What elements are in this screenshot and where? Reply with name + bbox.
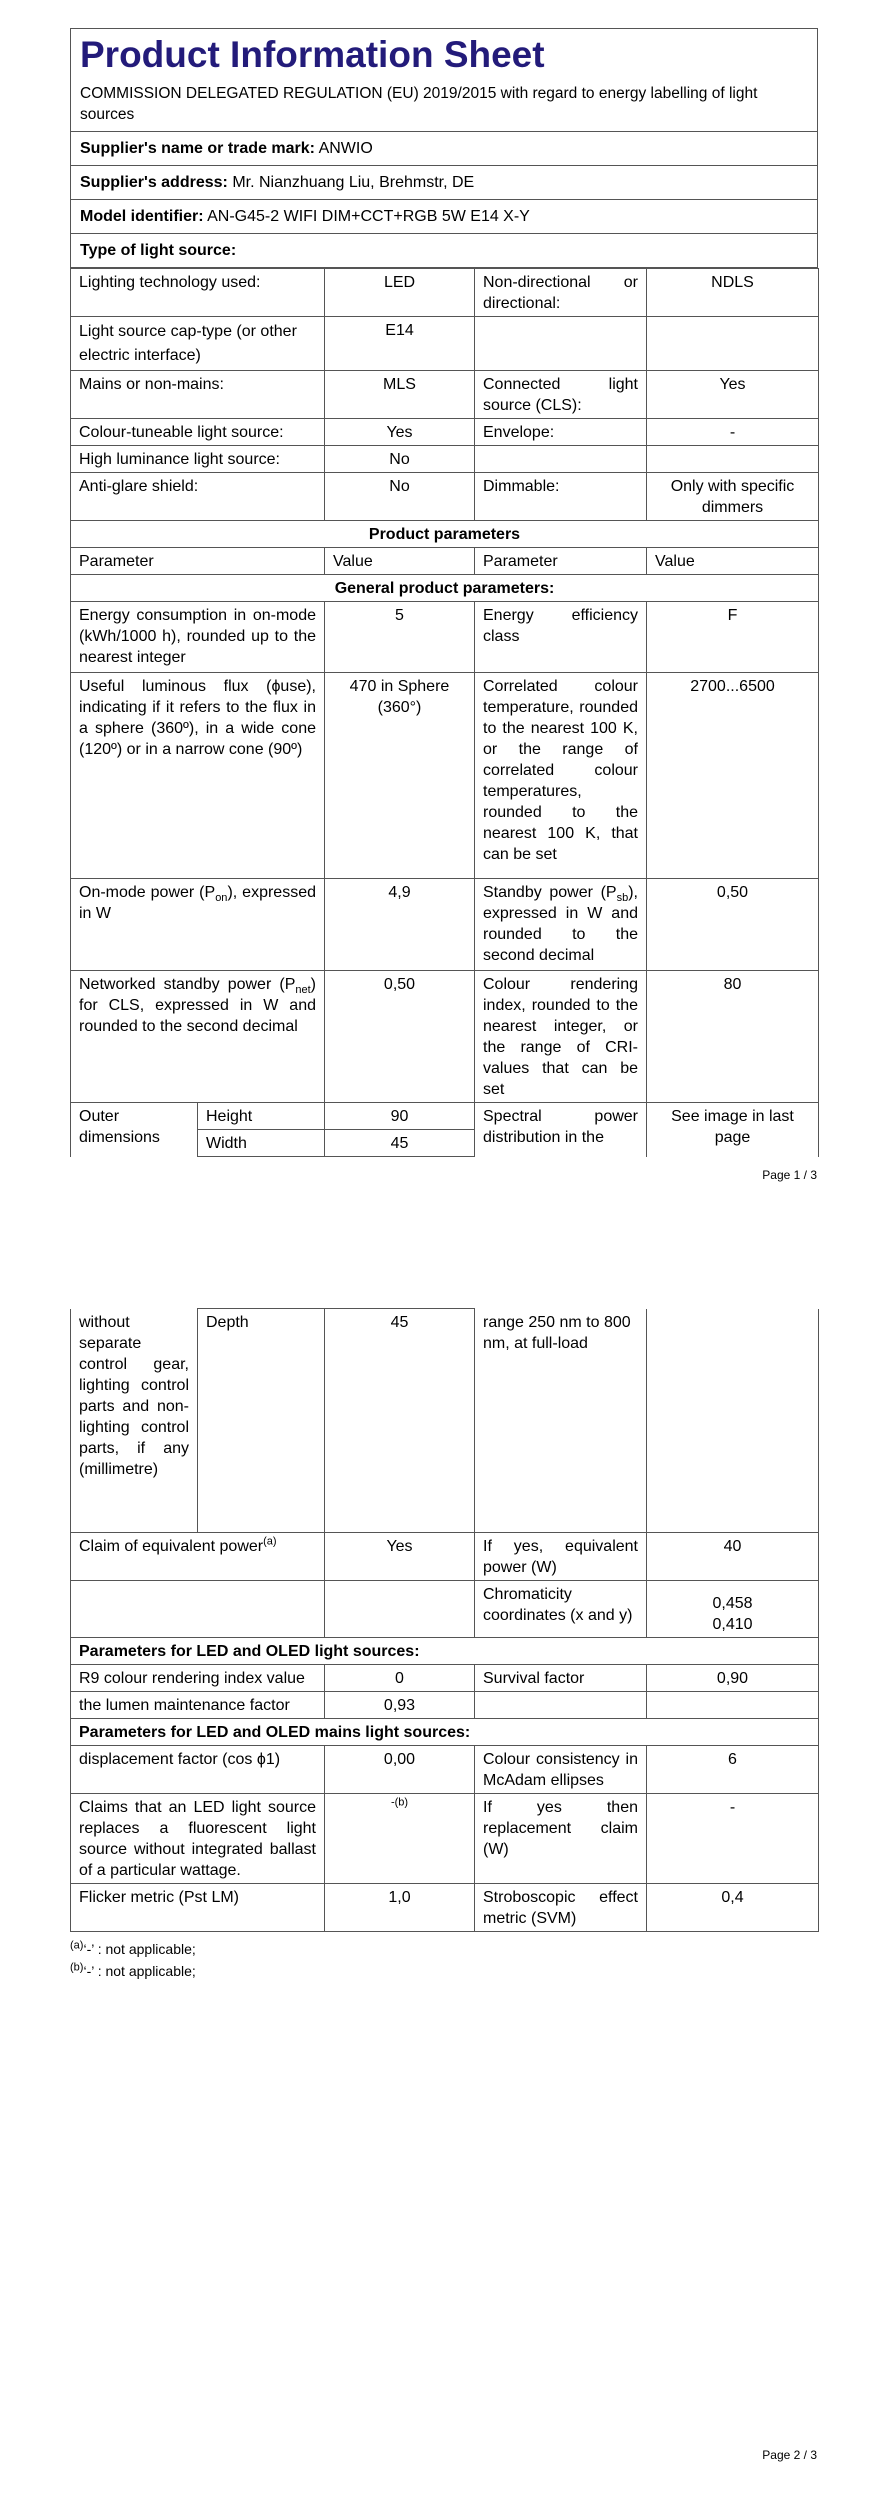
table-row <box>71 269 819 317</box>
table-row <box>71 673 819 879</box>
param-text: ) for CLS, expressed in W and rounded to the second decimal <box>79 976 316 1035</box>
parameters-continued-table <box>70 1532 819 1932</box>
type-heading-row <box>70 234 818 268</box>
param-cell: Connected light source (CLS): <box>475 371 647 419</box>
param-text: ), expressed in W and rounded to the second decimal <box>483 884 638 964</box>
table-row <box>71 419 819 446</box>
spectral-value: See image in last page <box>647 1103 819 1157</box>
value-cell: 0,50 <box>325 971 475 1103</box>
value-cell: Yes <box>647 371 819 419</box>
spectral-value-continued <box>647 1309 819 1533</box>
dimensions-table <box>70 1102 819 1157</box>
footnote-b-mark: (b) <box>70 1960 84 1973</box>
table-row <box>71 1580 819 1637</box>
value-cell: No <box>325 446 475 473</box>
value-cell: 0,4 <box>647 1883 819 1931</box>
param-cell: Non-directional or directional: <box>475 269 647 317</box>
param-cell: Colour-tuneable light source: <box>71 419 325 446</box>
value-cell: E14 <box>325 317 475 371</box>
param-text: ), expressed in W <box>79 884 316 922</box>
value-cell <box>647 1580 819 1637</box>
value-cell: 40 <box>647 1532 819 1580</box>
supplier-address-row <box>70 166 818 200</box>
value-cell <box>325 1793 475 1883</box>
page-number: Page 1 / 3 <box>762 1168 817 1182</box>
outer-dimensions-continued: without separate control gear, lighting control parts and non-lighting control parts, if any (millimetre) <box>71 1309 198 1533</box>
value-cell: F <box>647 602 819 673</box>
column-header: Parameter <box>71 548 325 575</box>
table-row <box>71 1637 819 1664</box>
general-parameters-heading: General product parameters: <box>71 575 819 602</box>
value-cell <box>647 446 819 473</box>
value-cell: - <box>647 419 819 446</box>
table-row <box>71 575 819 602</box>
param-cell: High luminance light source: <box>71 446 325 473</box>
page-1 <box>0 0 887 1250</box>
param-superscript: (a) <box>263 1535 277 1548</box>
value-cell: NDLS <box>647 269 819 317</box>
param-text: On-mode power (P <box>79 884 216 901</box>
supplier-address-value: Mr. Nianzhuang Liu, Brehmstr, DE <box>232 174 475 191</box>
product-parameters-heading: Product parameters <box>71 521 819 548</box>
model-identifier-row <box>70 200 818 234</box>
param-cell: Claims that an LED light source replaces a fluorescent light source without integrated ballast of a particular wattage. <box>71 1793 325 1883</box>
value-cell: LED <box>325 269 475 317</box>
value-cell <box>647 1691 819 1718</box>
table-row <box>71 1691 819 1718</box>
page-title: Product Information Sheet <box>80 34 545 75</box>
mains-parameters-heading: Parameters for LED and OLED mains light sources: <box>71 1718 819 1745</box>
column-header: Value <box>647 548 819 575</box>
value-cell: 0,93 <box>325 1691 475 1718</box>
height-value: 90 <box>325 1103 475 1130</box>
table-row <box>71 971 819 1103</box>
outer-dimensions-label: Outer dimensions <box>71 1103 198 1157</box>
footnote-a-text: ‘-’ : not applicable; <box>83 1940 196 1957</box>
param-cell: Stroboscopic effect metric (SVM) <box>475 1883 647 1931</box>
table-row <box>71 1309 819 1533</box>
footnote-a-mark: (a) <box>70 1938 84 1951</box>
value-cell: 470 in Sphere (360°) <box>325 673 475 879</box>
param-cell: If yes, equivalent power (W) <box>475 1532 647 1580</box>
value-cell: 80 <box>647 971 819 1103</box>
value-cell: 2700...6500 <box>647 673 819 879</box>
chromaticity-y: 0,410 <box>712 1615 753 1633</box>
table-row <box>71 446 819 473</box>
value-cell: Yes <box>325 419 475 446</box>
param-cell: Flicker metric (Pst LM) <box>71 1883 325 1931</box>
param-cell: Envelope: <box>475 419 647 446</box>
table-row <box>71 1793 819 1883</box>
param-cell: Energy efficiency class <box>475 602 647 673</box>
param-cell <box>475 317 647 371</box>
param-subscript: net <box>295 984 311 997</box>
param-cell <box>71 1532 325 1580</box>
table-row <box>71 371 819 419</box>
value-cell: No <box>325 473 475 521</box>
param-cell: Lighting technology used: <box>71 269 325 317</box>
page-number: Page 2 / 3 <box>762 2448 817 2462</box>
title-block <box>70 28 818 132</box>
table-row <box>71 317 819 371</box>
value-cell: - <box>647 1793 819 1883</box>
page-2 <box>0 1250 887 2510</box>
footnote-b <box>70 1960 818 1982</box>
type-heading: Type of light source: <box>80 242 237 259</box>
table-row <box>71 1745 819 1793</box>
param-text: Standby power (P <box>483 884 617 901</box>
param-cell: Mains or non-mains: <box>71 371 325 419</box>
width-label: Width <box>198 1130 325 1157</box>
footnote-a <box>70 1938 818 1960</box>
param-cell: R9 colour rendering index value <box>71 1664 325 1691</box>
table-row <box>71 602 819 673</box>
depth-label: Depth <box>198 1309 325 1533</box>
table-row <box>71 1532 819 1580</box>
param-cell <box>71 971 325 1103</box>
param-subscript: on <box>215 892 228 905</box>
param-cell: Correlated colour temperature, rounded to the nearest 100 K, or the range of correlated colour temperatures, rounded to the nearest 100 K, that can be set <box>475 673 647 879</box>
value-cell: 4,9 <box>325 879 475 971</box>
param-cell: the lumen maintenance factor <box>71 1691 325 1718</box>
height-label: Height <box>198 1103 325 1130</box>
value-cell: Yes <box>325 1532 475 1580</box>
info-sheet-header <box>70 28 818 1157</box>
param-text: Claim of equivalent power <box>79 1537 264 1555</box>
supplier-address-label: Supplier's address: <box>80 174 228 191</box>
value-cell: MLS <box>325 371 475 419</box>
supplier-name-value: ANWIO <box>318 140 373 157</box>
param-cell: Chromaticity coordinates (x and y) <box>475 1580 647 1637</box>
value-cell: 0 <box>325 1664 475 1691</box>
value-superscript: -(b) <box>390 1796 409 1809</box>
type-table <box>70 268 819 1103</box>
dimensions-continued-table <box>70 1308 819 1533</box>
param-subscript: sb <box>616 892 629 905</box>
table-row <box>71 1103 819 1130</box>
param-cell: Survival factor <box>475 1664 647 1691</box>
table-row <box>71 548 819 575</box>
param-cell <box>475 446 647 473</box>
param-cell: Light source cap-type (or other electric interface) <box>71 317 325 371</box>
value-cell: 0,50 <box>647 879 819 971</box>
regulation-text: COMMISSION DELEGATED REGULATION (EU) 2019/2015 with regard to energy labelling of light sources <box>80 85 758 123</box>
column-header: Parameter <box>475 548 647 575</box>
spectral-continued: range 250 nm to 800 nm, at full-load <box>475 1309 647 1533</box>
table-row <box>71 473 819 521</box>
width-value: 45 <box>325 1130 475 1157</box>
param-cell: Colour rendering index, rounded to the nearest integer, or the range of CRI-values that can be set <box>475 971 647 1103</box>
value-cell <box>647 317 819 371</box>
model-identifier-value: AN-G45-2 WIFI DIM+CCT+RGB 5W E14 X-Y <box>207 208 530 225</box>
value-cell <box>325 1580 475 1637</box>
model-identifier-label: Model identifier: <box>80 208 204 225</box>
param-cell: Anti-glare shield: <box>71 473 325 521</box>
value-cell: 1,0 <box>325 1883 475 1931</box>
chromaticity-x: 0,458 <box>712 1594 753 1612</box>
led-parameters-heading: Parameters for LED and OLED light sources: <box>71 1637 819 1664</box>
table-row <box>71 1718 819 1745</box>
param-cell: If yes then replacement claim (W) <box>475 1793 647 1883</box>
depth-value: 45 <box>325 1309 475 1533</box>
value-cell: 0,00 <box>325 1745 475 1793</box>
table-row <box>71 521 819 548</box>
param-cell <box>475 879 647 971</box>
param-cell: Dimmable: <box>475 473 647 521</box>
param-text: Networked standby power (P <box>79 976 296 993</box>
param-cell <box>71 1580 325 1637</box>
value-cell: 0,90 <box>647 1664 819 1691</box>
table-row <box>71 1664 819 1691</box>
value-cell: 6 <box>647 1745 819 1793</box>
param-cell: Colour consistency in McAdam ellipses <box>475 1745 647 1793</box>
table-row <box>71 879 819 971</box>
param-cell: Useful luminous flux (ϕuse), indicating if it refers to the flux in a sphere (360º), in a wide cone (120º) or in a narrow cone (90º) <box>71 673 325 879</box>
footnote-b-text: ‘-’ : not applicable; <box>83 1962 196 1979</box>
param-cell: displacement factor (cos ϕ1) <box>71 1745 325 1793</box>
param-cell <box>475 1691 647 1718</box>
spectral-label: Spectral power distribution in the <box>475 1103 647 1157</box>
column-header: Value <box>325 548 475 575</box>
info-sheet-continued <box>70 1308 818 1982</box>
value-cell: 5 <box>325 602 475 673</box>
supplier-name-row <box>70 132 818 166</box>
table-row <box>71 1883 819 1931</box>
param-cell <box>71 879 325 971</box>
supplier-name-label: Supplier's name or trade mark: <box>80 140 315 157</box>
param-cell: Energy consumption in on-mode (kWh/1000 h), rounded up to the nearest integer <box>71 602 325 673</box>
value-cell: Only with specific dimmers <box>647 473 819 521</box>
